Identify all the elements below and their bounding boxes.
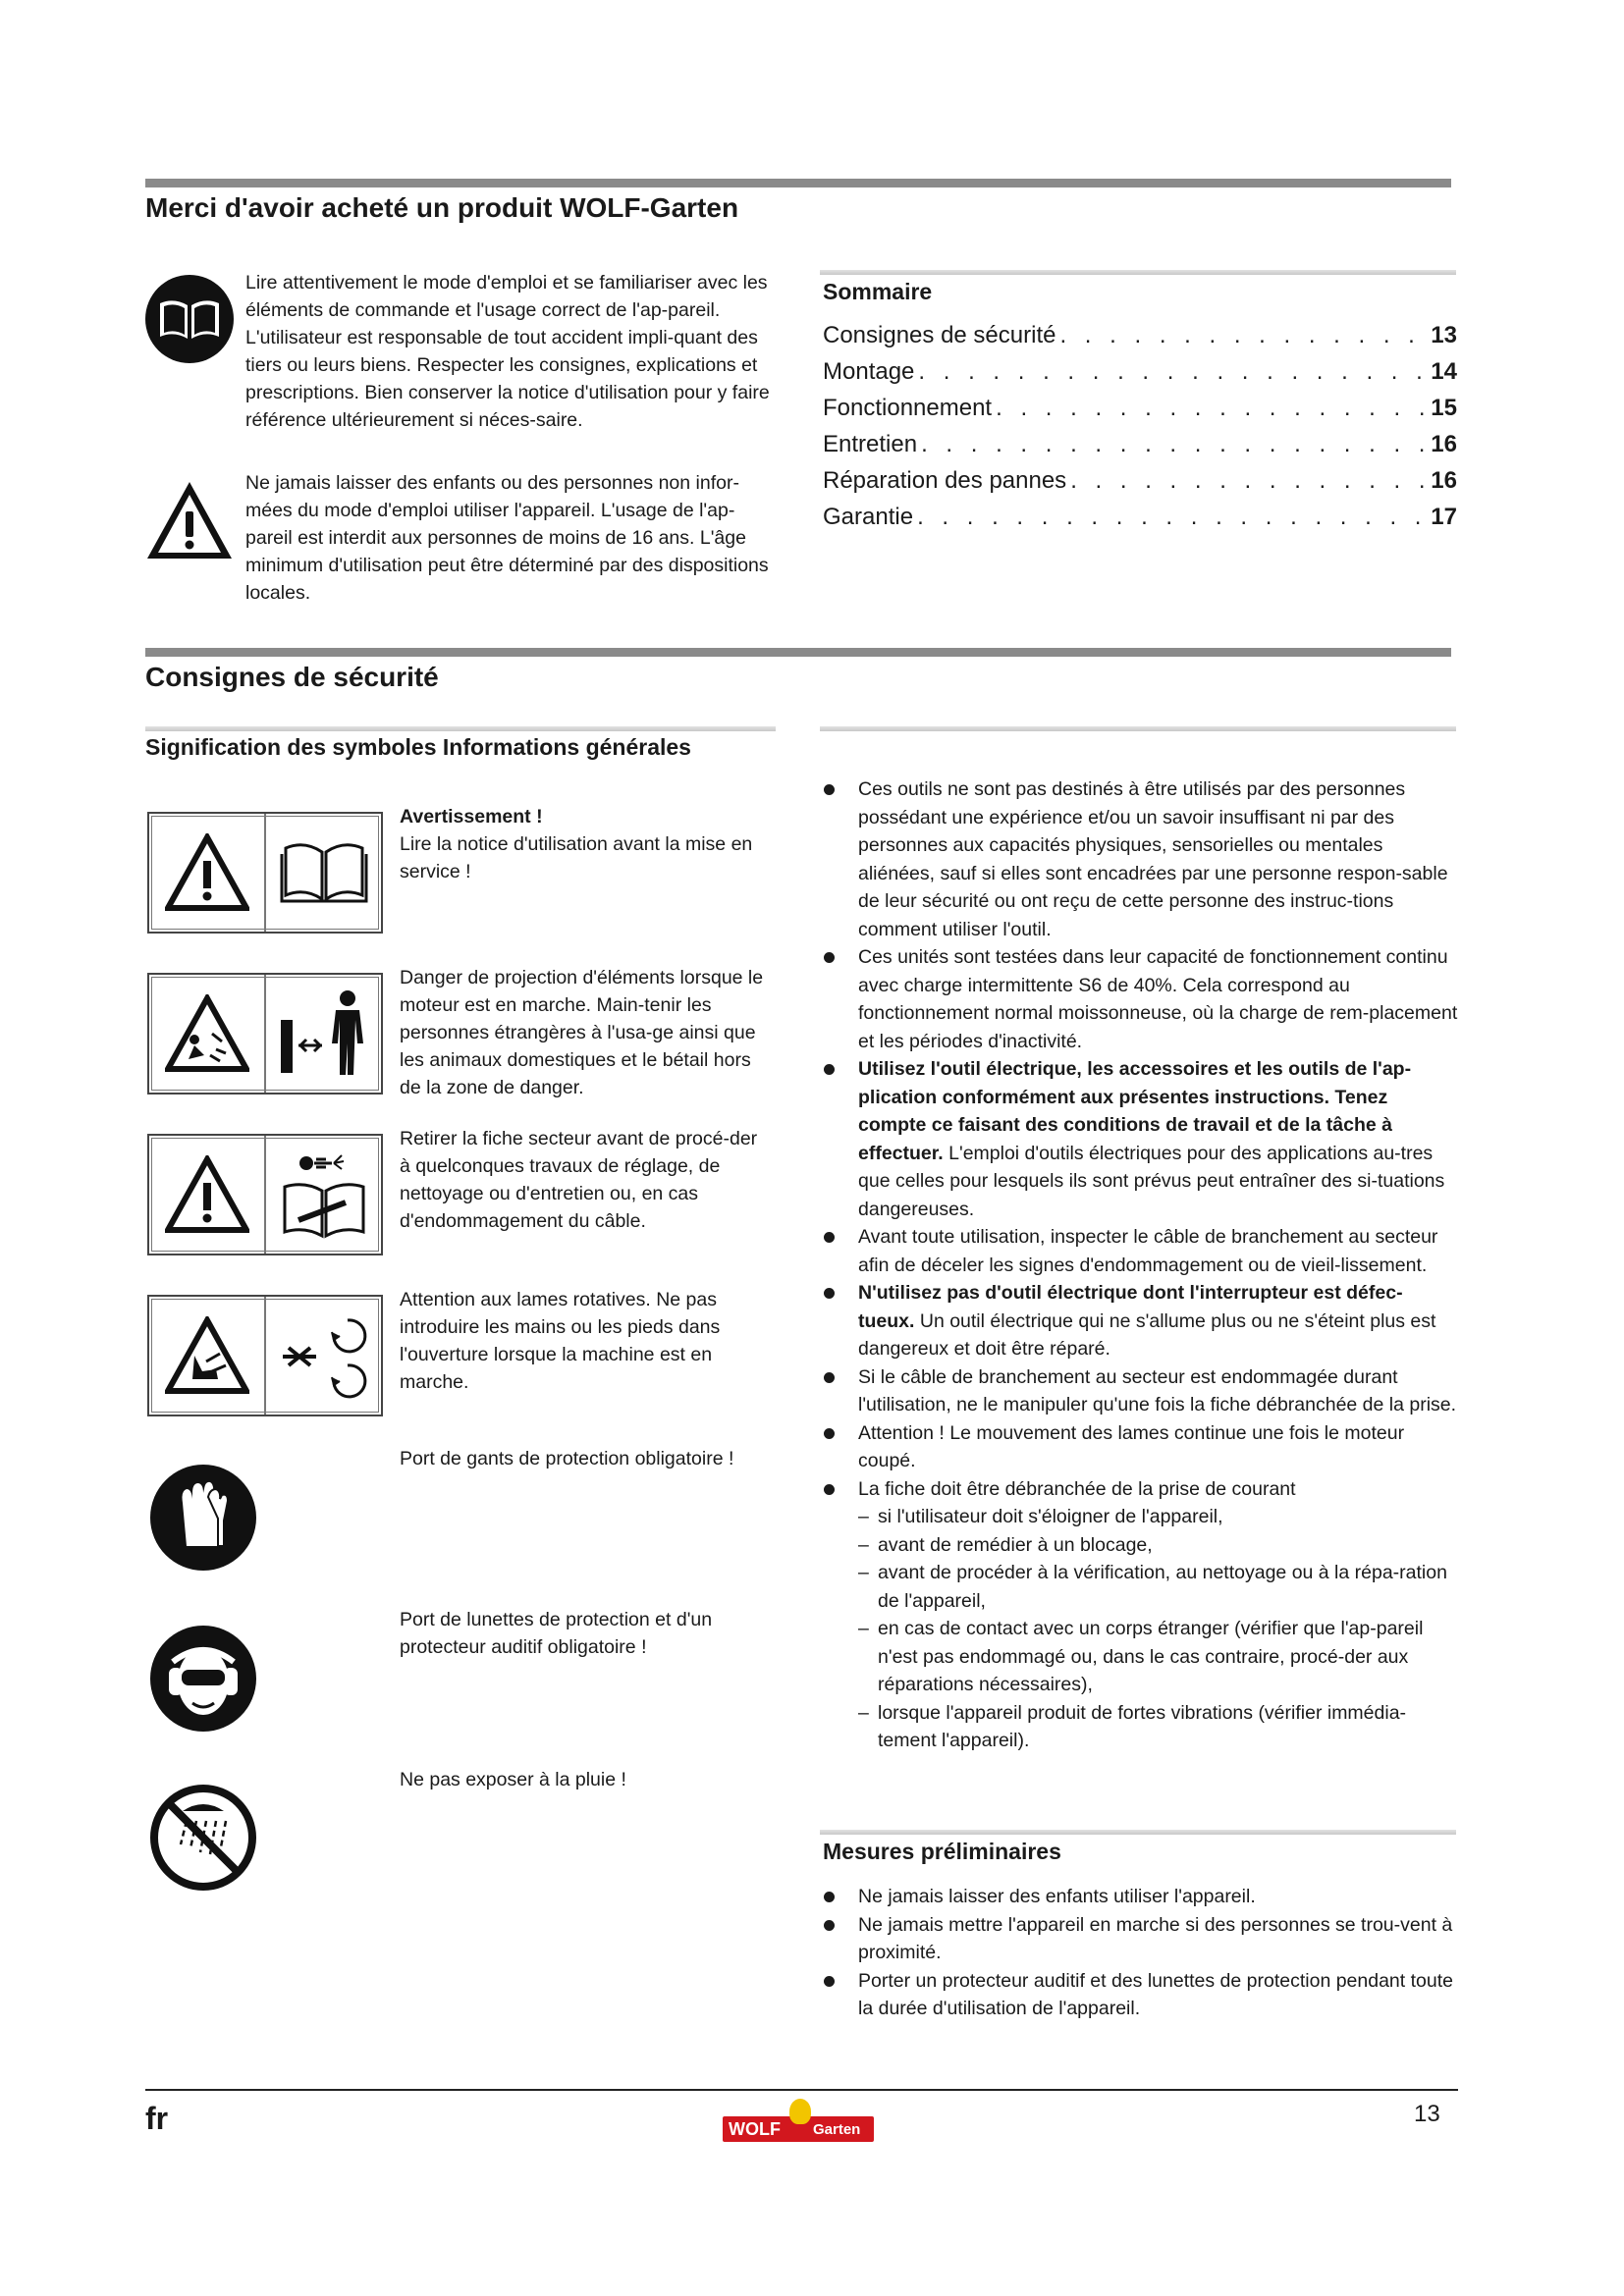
keep-distance-icon	[275, 987, 373, 1081]
toc-item: Montage . . . 14	[823, 358, 1457, 395]
toc-item: Entretien . . . 16	[823, 431, 1457, 467]
symbol-text: Danger de projection d'éléments lorsque le moteur est en marche. Main-tenir les personnes étrangères à l'usa-ge ainsi que les animaux domestiques et le bétail hors de la zone de danger.	[400, 967, 764, 1098]
symbol-box-unplug	[147, 1134, 383, 1255]
unplug-maintenance-icon	[277, 1148, 371, 1242]
toc-item: Consignes de sécurité . . . 13	[823, 322, 1457, 358]
footer-rule	[145, 2089, 1458, 2091]
page-title: Merci d'avoir acheté un produit WOLF-Garten	[145, 192, 739, 223]
symbol-text: Avertissement ! Lire la notice d'utilisation avant la mise en service !	[400, 806, 753, 882]
symbol-text: Port de lunettes de protection et d'un protecteur auditif obligatoire !	[400, 1609, 713, 1658]
general-info-list	[820, 775, 1458, 1755]
symbol-box-rotating-blades	[147, 1295, 383, 1416]
brand-logo	[723, 2099, 874, 2142]
warning-triangle-icon	[165, 1155, 249, 1234]
sub-list-item: – si l'utilisateur doit s'éloigner de l'appareil,	[858, 1503, 1458, 1531]
list-item: Ne jamais laisser des enfants utiliser l'appareil.	[820, 1883, 1458, 1911]
intro-paragraph-2: Ne jamais laisser des enfants ou des personnes non infor-mées du mode d'emploi utiliser l'appareil. L'usage de l'ap-pareil est interdit aux personnes de moins de 16 ans. L'âge minimum d'utilisation peut être déterminé par des dispositions locales.	[245, 472, 769, 604]
safety-title: Consignes de sécurité	[145, 662, 439, 692]
list-item: Utilisez l'outil électrique, les accessoires et les outils de l'ap-plication conformément aux présentes instructions. Tenez compte ce faisant des conditions de travail et de la tâche à effectuer. L'emploi d'outils électriques pour des applications au-tres que celles pour lesquels ils sont prévus peut entraîner des si-tuations dangereuses.	[820, 1055, 1458, 1223]
list-item: La fiche doit être débranchée de la prise de courant – si l'utilisateur doit s'éloigner de l'appareil, – avant de remédier à un blocage, – avant de procéder à la vérification, au nettoyage ou à la répa-ration de l'appareil, – en cas de contact avec un corps étranger (vérifier que l'ap-pareil n'est pas endommagé ou, dans le cas contraire, procé-der aux réparations nécessaires), – lorsque l'appareil produit de fortes vibrations (vérifier immédia-tement l'appareil).	[820, 1475, 1458, 1755]
list-item: Ne jamais mettre l'appareil en marche si des personnes se trou-vent à proximité.	[820, 1911, 1458, 1967]
symbol-box-read-manual	[147, 812, 383, 934]
list-item: Ces unités sont testées dans leur capacité de fonctionnement continu avec charge intermittente S6 de 40%. Cela correspond au fonctionnement normal moissonneuse, où la charge de rem-placement et les périodes d'inactivité.	[820, 943, 1458, 1055]
sub-list-item: – avant de remédier à un blocage,	[858, 1531, 1458, 1560]
no-rain-icon	[149, 1784, 257, 1892]
eye-ear-protection-icon	[149, 1625, 257, 1733]
manual-book-icon	[144, 274, 235, 364]
sub-list-item: – lorsque l'appareil produit de fortes vibrations (vérifier immédia-tement l'appareil).	[858, 1699, 1458, 1755]
warning-triangle-icon	[144, 478, 235, 562]
list-item: Porter un protecteur auditif et des lunettes de protection pendant toute la durée d'utilisation de l'appareil.	[820, 1967, 1458, 2023]
symbol-text: Ne pas exposer à la pluie !	[400, 1769, 626, 1790]
list-item: Attention ! Le mouvement des lames continue une fois le moteur coupé.	[820, 1419, 1458, 1475]
sub-list-item: – en cas de contact avec un corps étranger (vérifier que l'ap-pareil n'est pas endommagé ou, dans le cas contraire, procé-der aux réparations nécessaires),	[858, 1615, 1458, 1699]
header-rule	[145, 179, 1451, 187]
symbols-heading: Signification des symboles Informations générales	[145, 734, 691, 760]
toc-item: Garantie . . . 17	[823, 504, 1457, 540]
open-book-icon	[280, 838, 368, 907]
toc-item: Fonctionnement . . . 15	[823, 395, 1457, 431]
symbol-box-projection	[147, 973, 383, 1095]
symbol-text: Port de gants de protection obligatoire !	[400, 1448, 734, 1469]
toc-title: Sommaire	[823, 279, 933, 304]
rotating-blade-hand-icon	[165, 1316, 249, 1395]
logo-text-right: Garten	[813, 2121, 861, 2138]
list-item: Si le câble de branchement au secteur est endommagée durant l'utilisation, ne le manipuler qu'une fois la fiche débranchée de la prise.	[820, 1363, 1458, 1419]
toc-rule	[820, 270, 1456, 275]
language-code: fr	[145, 2101, 169, 2136]
prelim-rule	[820, 1830, 1456, 1835]
prelim-list	[820, 1883, 1458, 2023]
list-item: Avant toute utilisation, inspecter le câble de branchement au secteur afin de déceler les signes d'endommagement ou de vieil-lissement.	[820, 1223, 1458, 1279]
general-rule	[820, 726, 1456, 731]
warning-triangle-icon	[165, 833, 249, 912]
prelim-title: Mesures préliminaires	[823, 1839, 1061, 1864]
symbol-text: Retirer la fiche secteur avant de procé-der à quelconques travaux de réglage, de nettoyage ou d'entretien ou, en cas d'endommagement du câble.	[400, 1128, 758, 1232]
blade-rotation-icon	[275, 1308, 373, 1403]
symbols-rule	[145, 726, 776, 731]
protective-gloves-icon	[149, 1464, 257, 1572]
projection-danger-icon	[165, 994, 249, 1073]
intro-paragraph-1: Lire attentivement le mode d'emploi et se familiariser avec les éléments de commande et l'usage correct de l'ap-pareil. L'utilisateur est responsable de tout accident impli-quant des tiers ou leurs biens. Respecter les consignes, explications et prescriptions. Bien conserver la notice d'utilisation pour y faire référence ultérieurement si néces-saire.	[245, 272, 770, 431]
sub-list-item: – avant de procéder à la vérification, au nettoyage ou à la répa-ration de l'appareil,	[858, 1559, 1458, 1615]
toc-item: Réparation des pannes . . . 16	[823, 467, 1457, 504]
list-item: N'utilisez pas d'outil électrique dont l'interrupteur est défec-tueux. Un outil électrique qui ne s'allume plus ou ne s'éteint plus est dangereux et doit être réparé.	[820, 1279, 1458, 1363]
safety-rule	[145, 648, 1451, 657]
list-item: Ces outils ne sont pas destinés à être utilisés par des personnes possédant une expérience et/ou un savoir insuffisant ni par des personnes aux capacités physiques, sensorielles ou mentales aliénées, sauf si elles sont encadrées par une personne respon-sable de leur sécurité ou ont reçu de cette personne des instruc-tions comment utiliser l'outil.	[820, 775, 1458, 943]
page-number: 13	[1414, 2101, 1440, 2127]
logo-text-left: WOLF	[729, 2119, 781, 2139]
symbol-text: Attention aux lames rotatives. Ne pas introduire les mains ou les pieds dans l'ouverture lorsque la machine est en marche.	[400, 1289, 721, 1393]
